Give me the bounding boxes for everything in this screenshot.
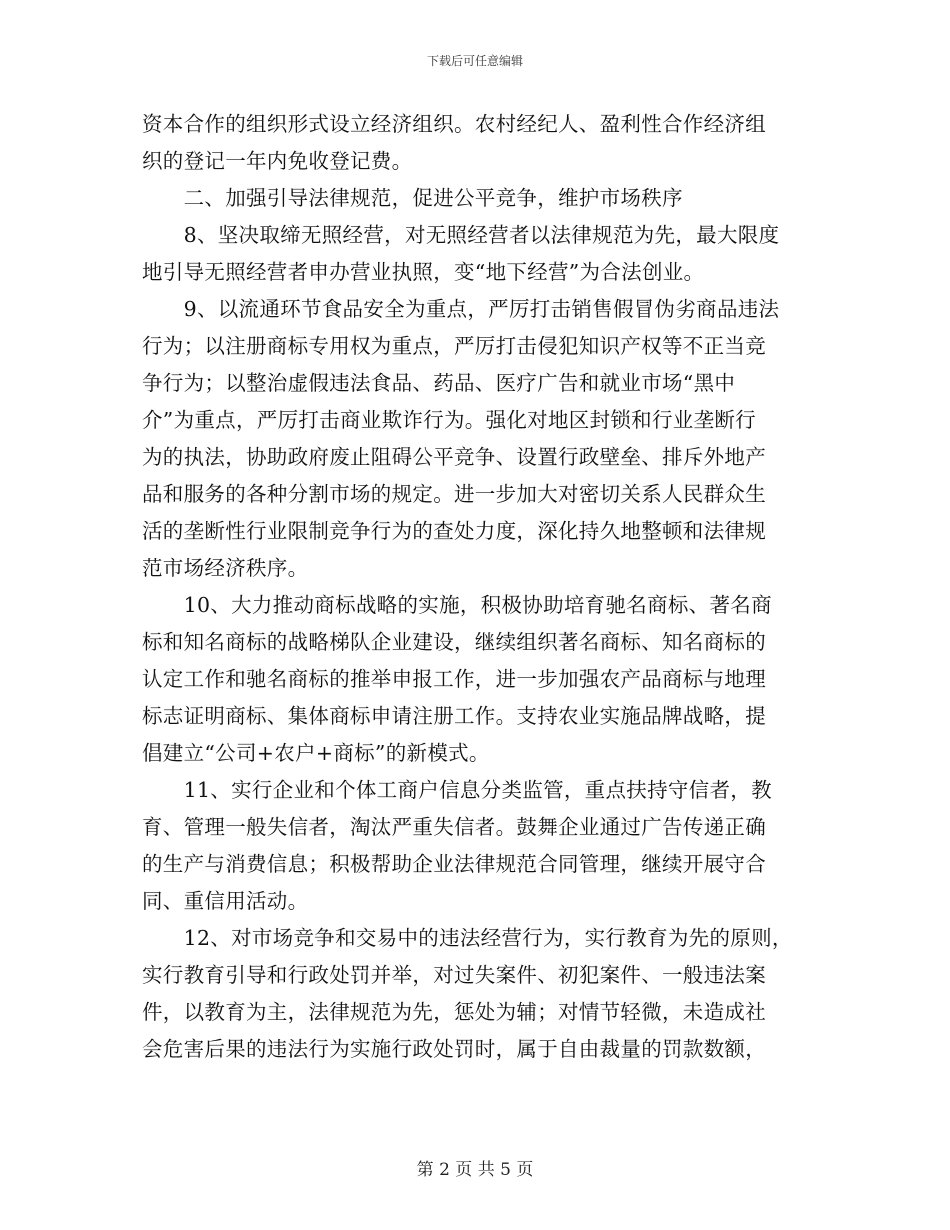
text-line: 标和知名商标的战略梯队企业建设，继续组织著名商标、知名商标的 <box>142 630 766 654</box>
text-line: 资本合作的组织形式设立经济组织。农村经纪人、盈利性合作经济组 <box>142 112 766 136</box>
text-line: 介”为重点，严厉打击商业欺诈行为。强化对地区封锁和行业垄断行 <box>142 408 756 432</box>
text-line: 9、以流通环节食品安全为重点，严厉打击销售假冒伪劣商品违法 <box>142 297 780 321</box>
text-line: 育、管理一般失信者，淘汰严重失信者。鼓舞企业通过广告传递正确 <box>142 815 766 839</box>
text-line: 实行教育引导和行政处罚并举，对过失案件、初犯案件、一般违法案 <box>142 963 766 987</box>
page-footer: 第 2 页 共 5 页 <box>416 1160 534 1180</box>
text-line: 行为；以注册商标专用权为重点，严厉打击侵犯知识产权等不正当竞 <box>142 334 766 358</box>
text-line: 地引导无照经营者申办营业执照，变“地下经营”为合法创业。 <box>142 260 705 284</box>
text-line: 倡建立“公司+农户+商标”的新模式。 <box>142 741 490 765</box>
text-line: 认定工作和驰名商标的推举申报工作，进一步加强农产品商标与地理 <box>142 667 766 691</box>
text-line: 标志证明商标、集体商标申请注册工作。支持农业实施品牌战略，提 <box>142 704 766 728</box>
text-line: 8、坚决取缔无照经营，对无照经营者以法律规范为先，最大限度 <box>142 223 780 247</box>
text-line: 为的执法，协助政府废止阻碍公平竞争、设置行政壁垒、排斥外地产 <box>142 445 766 469</box>
text-line: 12、对市场竞争和交易中的违法经营行为，实行教育为先的原则， <box>142 926 793 950</box>
text-line: 11、实行企业和个体工商户信息分类监管，重点扶持守信者，教 <box>142 778 772 802</box>
body-text <box>142 106 802 1068</box>
text-line: 织的登记一年内免收登记费。 <box>142 149 413 173</box>
text-line: 二、加强引导法律规范，促进公平竞争，维护市场秩序 <box>142 186 683 210</box>
text-line: 品和服务的各种分割市场的规定。进一步加大对密切关系人民群众生 <box>142 482 766 506</box>
text-line: 范市场经济秩序。 <box>142 556 309 580</box>
text-line: 活的垄断性行业限制竞争行为的查处力度，深化持久地整顿和法律规 <box>142 519 766 543</box>
text-line: 的生产与消费信息；积极帮助企业法律规范合同管理，继续开展守合 <box>142 852 766 876</box>
text-line: 同、重信用活动。 <box>142 889 309 913</box>
text-line: 争行为；以整治虚假违法食品、药品、医疗广告和就业市场“黑中 <box>142 371 736 395</box>
page-header: 下载后可任意编辑 <box>426 54 523 68</box>
text-line: 件，以教育为主，法律规范为先，惩处为辅；对情节轻微，未造成社 <box>142 1000 766 1024</box>
text-line: 会危害后果的违法行为实施行政处罚时，属于自由裁量的罚款数额， <box>142 1037 766 1061</box>
text-line: 10、大力推动商标战略的实施，积极协助培育驰名商标、著名商 <box>142 593 772 617</box>
